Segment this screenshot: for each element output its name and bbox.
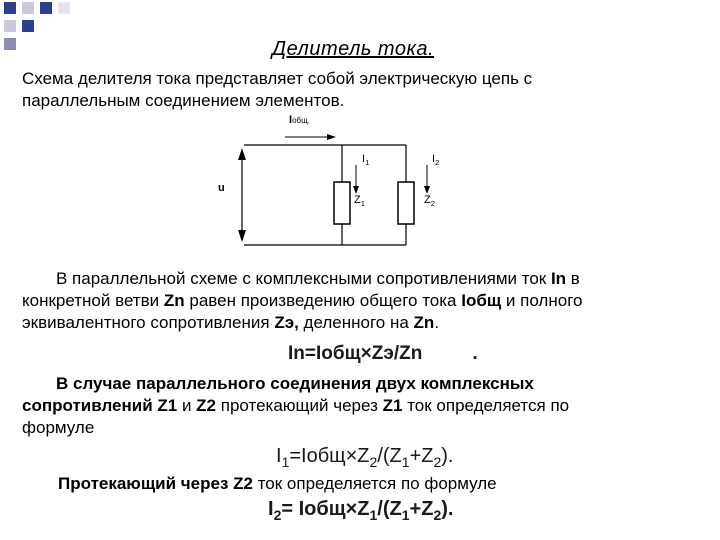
f3-part: = Iобщ×Z <box>281 498 370 520</box>
resistor-z1 <box>334 182 350 224</box>
label-z1 <box>354 194 365 208</box>
i-total-symbol: I <box>289 114 293 126</box>
text-bold: In <box>550 269 567 288</box>
f2-part: +Z <box>409 445 434 467</box>
formula-1 <box>288 343 478 365</box>
text-span: конкретной ветви <box>22 291 164 310</box>
para1-line-3 <box>22 312 702 334</box>
text-bold: Z2 <box>196 396 217 415</box>
text-bold: Iобщ <box>461 291 502 310</box>
text-bold: Zэ, <box>274 313 299 332</box>
f2-part: ). <box>441 445 454 467</box>
f3-part: /(Z <box>377 498 402 520</box>
label-voltage: u <box>218 182 225 194</box>
text-span: . <box>434 313 440 332</box>
text-bold: Протекающий через <box>58 474 234 493</box>
label-z2 <box>424 194 435 208</box>
formula-1-text: In=Iобщ×Zэ/Zn <box>288 343 423 364</box>
para1-line-2 <box>22 290 702 312</box>
i2-symbol: I <box>432 153 436 165</box>
formula-3 <box>268 498 453 523</box>
para2-line-3: формуле <box>22 418 95 437</box>
i-total-subscript: общ. <box>292 116 310 125</box>
text-span: ток определяется по <box>402 396 570 415</box>
z2-symbol: Z <box>424 194 431 206</box>
text-span: равен произведению общего тока <box>184 291 462 310</box>
voltage-arrow-head-up <box>238 148 246 160</box>
f2-sub: 2 <box>369 454 378 470</box>
f2-part: I <box>276 445 282 467</box>
paragraph-2 <box>22 373 702 439</box>
formula-1-dot: . <box>472 343 478 364</box>
f3-part: +Z <box>409 498 434 520</box>
para2-line-1: В случае параллельного соединения двух комплексных <box>56 374 534 393</box>
text-span: в <box>566 269 580 288</box>
z2-subscript: 2 <box>430 199 436 209</box>
text-span: ток определяется по формуле <box>252 474 497 493</box>
text-bold: сопротивлений Z1 <box>22 396 178 415</box>
label-i1 <box>362 153 369 167</box>
f2-sub: 1 <box>281 454 290 470</box>
z1-subscript: 1 <box>360 199 366 209</box>
resistor-z2 <box>398 182 414 224</box>
text-span: протекающий через <box>216 396 383 415</box>
f2-part: /(Z <box>377 445 402 467</box>
f2-part: =Iобщ×Z <box>289 445 370 467</box>
text-bold: Zn <box>413 313 435 332</box>
paragraph-1 <box>22 268 702 334</box>
formula-2 <box>276 445 453 470</box>
f2-sub: 2 <box>433 454 442 470</box>
label-i2 <box>432 153 439 167</box>
f3-sub: 2 <box>433 507 442 523</box>
i2-arrow-head <box>424 186 430 194</box>
f3-sub: 2 <box>273 507 282 523</box>
paragraph-3 <box>58 473 497 495</box>
i-total-arrow-head <box>327 134 336 140</box>
f2-sub: 1 <box>401 454 410 470</box>
i1-symbol: I <box>362 153 366 165</box>
f3-part: ). <box>441 498 454 520</box>
para2-line-2 <box>22 395 702 417</box>
z1-symbol: Z <box>354 194 361 206</box>
slide-title: Делитель тока. <box>272 38 435 60</box>
text-span: и полного <box>501 291 583 310</box>
f3-sub: 1 <box>401 507 410 523</box>
para1-line-1 <box>22 268 702 290</box>
intro-line-2: параллельным соединением элементов. <box>22 91 345 110</box>
text-bold: Zn <box>163 291 185 310</box>
f3-part: I <box>268 498 274 520</box>
text-bold: Z2 <box>233 474 253 493</box>
i1-subscript: 1 <box>365 158 370 168</box>
intro-line-1: Схема делителя тока представляет собой электрическую цепь с <box>22 69 533 88</box>
i1-arrow-head <box>353 186 359 194</box>
i2-subscript: 2 <box>435 158 440 168</box>
text-bold: Z1 <box>382 396 403 415</box>
text-span: В параллельной схеме с комплексными сопротивлениями ток <box>56 269 551 288</box>
text-span: деленного на <box>298 313 414 332</box>
f3-sub: 1 <box>369 507 378 523</box>
label-i-total <box>289 114 310 126</box>
text-span: эквивалентного сопротивления <box>22 313 275 332</box>
voltage-arrow-head-down <box>238 230 246 242</box>
text-span: и <box>177 396 197 415</box>
